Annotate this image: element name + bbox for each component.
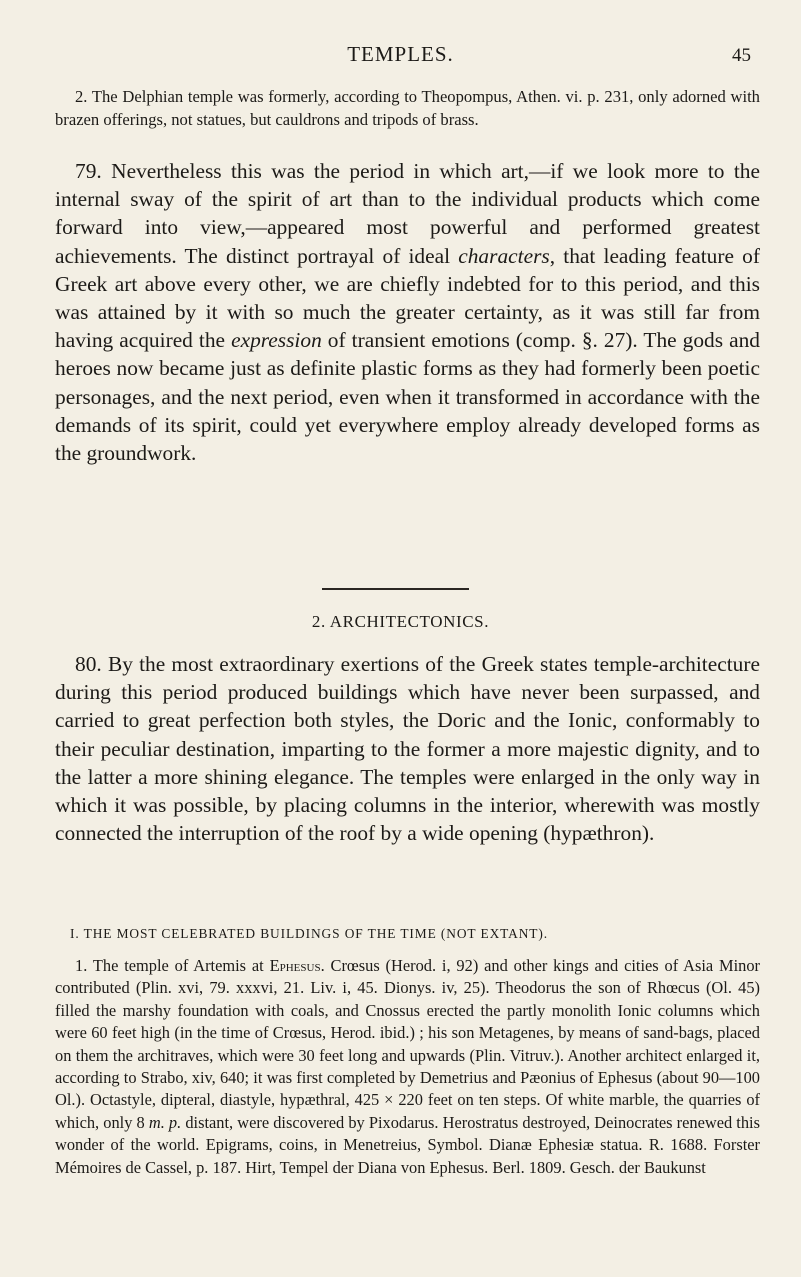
paragraph-79-text-3: of transient emotions (comp. §. 27). The gods and heroes now became just as definite plastic forms as they had formerly been poetic personages, and the next period, even when it transformed in accordance with the demands of its spirit, could yet everywhere employ already developed forms as the groundwork. bbox=[55, 328, 760, 466]
paragraph-79-emphasis-characters: characters bbox=[458, 243, 550, 268]
entry-1-text-1: The temple of Artemis at bbox=[92, 956, 270, 975]
section-heading: 2. ARCHITECTONICS. bbox=[311, 612, 490, 631]
paragraph-80 bbox=[55, 650, 760, 847]
subsection-heading: I. THE MOST CELEBRATED BUILDINGS OF THE TIME (NOT EXTANT). bbox=[70, 926, 548, 941]
entry-1-place-ephesus: Ephesus bbox=[269, 956, 321, 975]
footnote bbox=[55, 85, 760, 131]
entry-1 bbox=[55, 955, 760, 1179]
footnote-text: The Delphian temple was formerly, according to Theopompus, Athen. vi. p. 231, only adorned with brazen offerings, not statues, but cauldrons and tripods of brass. bbox=[55, 87, 760, 129]
entry-1-emphasis-mp: m. p. bbox=[148, 1112, 182, 1132]
running-title: TEMPLES. bbox=[347, 42, 454, 66]
paragraph-79-number: 79. bbox=[75, 159, 102, 183]
paragraph-79-emphasis-expression: expression bbox=[231, 328, 322, 353]
paragraph-80-text: By the most extraordinary exertions of the Greek states temple-architecture during this period produced buildings which have never been surpassed, and carried to great perfection both styles, the Doric and the Ionic, conformably to their peculiar destination, imparting to the former a more majestic dignity, and to the latter a more shining elegance. The temples were enlarged in the only way in which it was possible, by placing columns in the interior, wherewith was mostly connected the interruption of the roof by a wide opening (hypæthron). bbox=[55, 652, 760, 846]
paragraph-79-text-1: Nevertheless this was the period in which art,—if we look more to the internal sway of the spirit of art than to the individual products which come forward into view,—appeared most powerful and performed greatest achievements. The distinct portrayal of ideal bbox=[55, 159, 760, 268]
entry-1-text-3: distant, were discovered by Pixodarus. Herostratus destroyed, Deinocrates renewed this wonder of the world. Epigrams, coins, in Menetreius, Symbol. Dianæ Ephesiæ statua. R. 1688. Forster Mémoires de Cassel, p. 187. Hirt, Tempel der Diana von Ephesus. Berl. 1809. Gesch. der Baukunst bbox=[55, 1112, 760, 1177]
section-divider bbox=[322, 588, 469, 590]
paragraph-79 bbox=[55, 157, 760, 467]
paragraph-79-text-2: , that leading feature of Greek art above every other, we are chiefly indebted for to this period, and this was attained by it with so much the greater certainty, as it was still far from having acquired the bbox=[55, 243, 760, 353]
entry-1-number: 1. bbox=[75, 956, 88, 975]
paragraph-80-number: 80. bbox=[75, 652, 102, 676]
footnote-number: 2. bbox=[75, 87, 88, 106]
page-number: 45 bbox=[732, 45, 751, 66]
entry-1-text-2: . Crœsus (Herod. i, 92) and other kings and cities of Asia Minor contributed (Plin. xvi, 79. xxxvi, 21. Liv. i, 45. Dionys. iv, 25). Theodorus the son of Rhœcus (Ol. 45) filled the marshy foundation with coals, and Cnossus erected the partly monolith Ionic columns which were 60 feet high (in the time of Crœsus, Herod. ibid.) ; his son Metagenes, by means of sand-bags, placed on them the architraves, which were 30 feet long and upwards (Plin. Vitruv.). Another architect enlarged it, according to Strabo, xiv, 640; it was first completed by Demetrius and Pæonius of Ephesus (about 90—100 Ol.). Octastyle, dipteral, diastyle, hypæthral, 425 × 220 feet on ten steps. Of white marble, the quarries of which, only 8 bbox=[55, 956, 760, 1132]
